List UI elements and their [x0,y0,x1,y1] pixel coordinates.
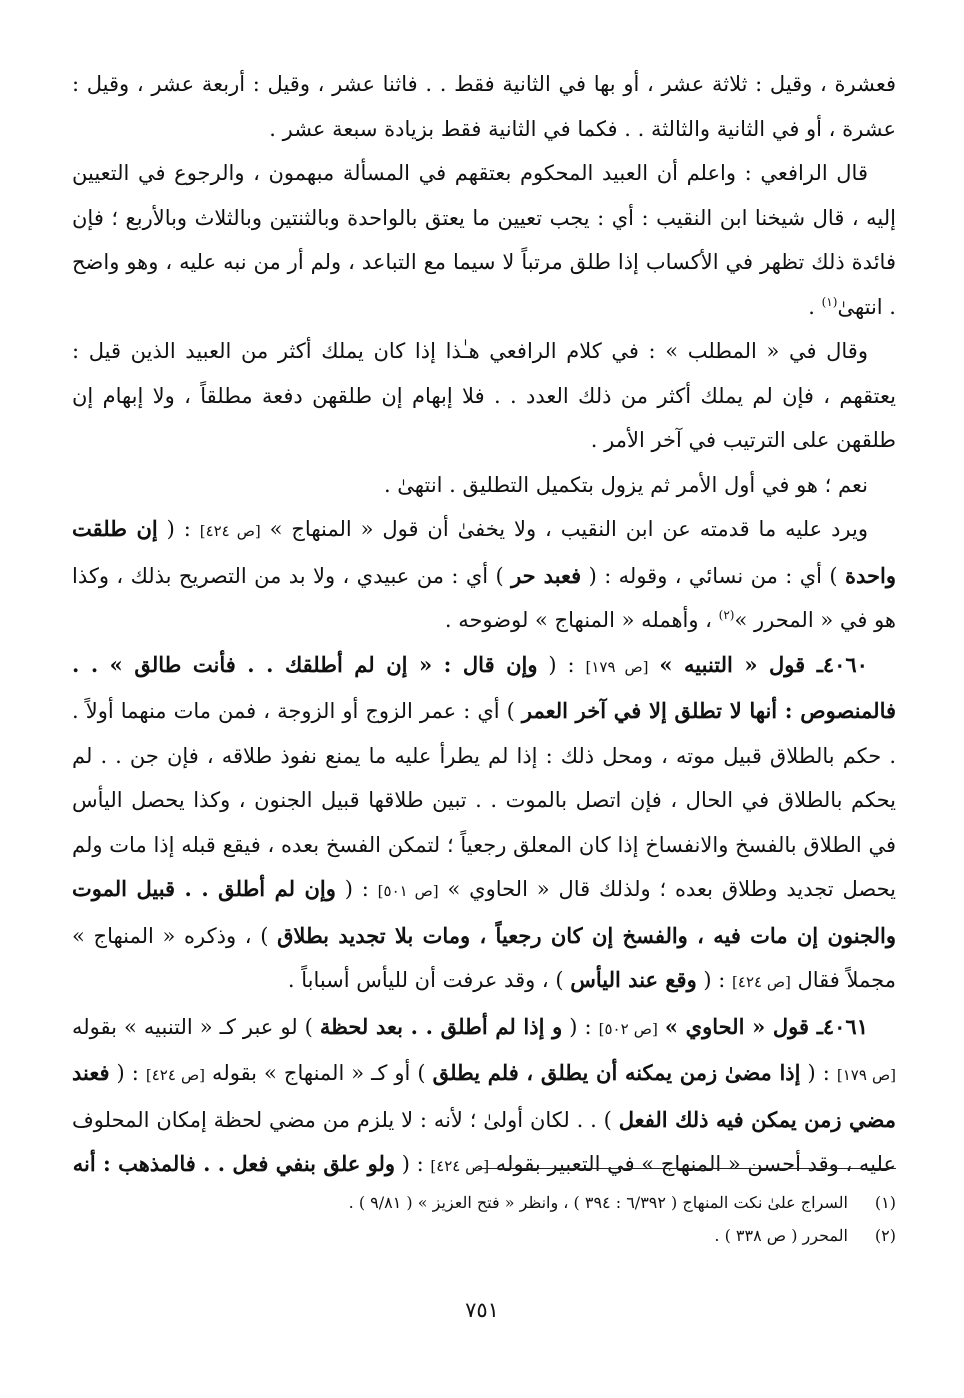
footnote-separator [478,1168,896,1169]
text-run: [ص ٤٢٤] [145,1066,206,1084]
text-run: [ص ٥٠١] [377,882,439,900]
bold-run: وإن قال : « إن لم أطلقك . . فأنت طالق » . . فالمنصوص : أنها لا تطلق إلا في آخر العمر [72,651,897,723]
paragraph [72,329,896,463]
bold-run: ولو علق بنفي فعل . . فالمذهب : أنه [72,1151,396,1176]
text-run: . [808,294,822,319]
main-text-body [72,62,896,1189]
bold-run: وقع عند اليأس [570,967,697,992]
text-run: قال الرافعي : واعلم أن العبيد المحكوم بعتقهم في المسألة مبهمون ، والرجوع في التعيين إليه ، قال شيخنا ابن النقيب : أي : يجب تعيين ما يعتق بالواحدة وبالثنتين وبالثلاث وبالأربع ؛ فإن فائدة ذلك تظهر في الأكساب إذا طلق مرتباً لا سيما مع التباعد ، ولم أر من نبه عليه ، وهو واضح . انتهىٰ [72,161,896,319]
text-run: : ( [157,517,200,541]
footnotes [72,1186,896,1252]
text-run: ) أي : عمر الزوج أو الزوجة ، فمن مات منهما أولاً . . حكم بالطلاق قبيل موته ، ومحل ذلك : إذا لم يطرأ عليه ما يمنع نفوذ طلاقه ، فإن جن . . لم يحكم بالطلاق في الحال ، فإن اتصل بالموت . . تبين طلاقها قبيل الجنون ، وكذا يحصل اليأس في الطلاق بالفسخ والانفساخ إذا كان المعلق رجعياً ؛ لتمكن الفسخ بعده ، فيقع قبله إذا مات ولم يحصل تجديد وطلاق بعده ؛ ولذلك قال « الحاوي » [72,699,896,901]
text-run: [ص ٤٢٤] [732,973,791,991]
text-run: [ص ٤٢٤] [430,1157,490,1175]
text-run: ) لو عبر كـ « التنبيه » بقوله [72,1014,320,1039]
text-run [648,653,659,677]
text-run: [ص ٤٢٤] [199,522,261,540]
footnote-ref: (٢) [718,608,735,622]
text-run: ) ، وقد عرفت أن لليأس أسباباً . [287,968,571,992]
text-run [658,1015,665,1039]
paragraph [72,151,896,329]
paragraph [72,643,896,1005]
paragraph [72,507,896,643]
bold-run: فعند مضي زمن يمكن فيه ذلك الفعل [72,1060,896,1132]
text-run: ، وأهمله « المنهاج » لوضوحه . [444,608,719,632]
text-run: فعشرة ، وقيل : ثلاثة عشر ، أو بها في الثانية فقط . . فاثنا عشر ، وقيل : أربعة عشر ، وقيل : عشرة ، أو في الثانية والثالثة . . فكما في الثانية فقط بزيادة سبعة عشر . [72,72,896,141]
footnote-text: المحرر ( ص ٣٣٨ ) . [714,1226,848,1245]
text-run: [ص ١٧٩] [836,1066,896,1084]
text-run: : ( [109,1061,146,1085]
bold-run: وإن لم أطلق . . قبيل الموت والجنون إن مات فيه ، والفسخ إن كان رجعياً ، ومات بلا تجديد بطلاق [72,876,896,948]
text-run: ) أي : من عبيدي ، ولا بد من التصريح بذلك ، وكذا هو في « المحرر » [72,563,896,632]
paragraph [72,1005,896,1189]
text-run: وقال في « المطلب » : في كلام الرافعي هـٰذا إذا كان يملك أكثر من العبيد الذين قيل : يعتقهم ، فإن لم يملك أكثر من ذلك العدد . . فلا إبهام إن طلقهن دفعة مطلقاً ، ولا إبهام إن طلقهن على الترتيب في آخر الأمر . [72,339,896,452]
footnote-number: (١) [874,1193,896,1212]
bold-run: و إذا لم أطلق . . بعد لحظة [319,1013,563,1039]
text-run: : ( [395,1152,431,1176]
text-run: : ( [537,652,586,677]
text-run: ) أي : من نسائي ، وقوله : ( [581,563,845,588]
bold-run: إذا مضىٰ زمن يمكنه أن يطلق ، فلم يطلق [432,1060,801,1085]
footnote-ref: (١) [821,294,838,309]
paragraph [72,463,896,508]
text-run: : ( [335,877,378,901]
text-run: ) ، وذكره « المنهاج » مجملاً فقال [72,923,896,992]
bold-run: إن طلقت واحدة [72,516,896,588]
bold-run: فعبد حر [511,562,582,588]
text-run: : ( [696,968,733,992]
paragraph [72,62,896,151]
page-number: ٧٥١ [465,1298,499,1322]
text-run: [ص ٥٠٢] [598,1019,658,1038]
text-run: نعم ؛ هو في أول الأمر ثم يزول بتكميل التطليق . انتهىٰ . [383,472,868,497]
text-run: ويرد عليه ما قدمته عن ابن النقيب ، ولا يخفىٰ أن قول « المنهاج » [260,517,868,541]
text-run: : ( [562,1014,599,1039]
footnote-number: (٢) [874,1226,896,1245]
text-run: : ( [800,1061,837,1085]
text-run: ) . . لكان أولىٰ ؛ لأنه : لا يلزم من مضي لحظة إمكان المحلوف عليه ، وقد أحسن « المنهاج » في التعبير بقوله [72,1107,896,1176]
footnote [72,1219,896,1252]
text-run: ) أو كـ « المنهاج » بقوله [205,1061,433,1085]
bold-run: ٤٠٦١ـ قول « الحاوي » [664,1013,868,1039]
bold-run: ٤٠٦٠ـ قول « التنبيه » [659,651,868,677]
text-run: [ص ١٧٩] [585,657,649,676]
footnote-text: السراج علىٰ نكت المنهاج ( ٦/٣٩٢ : ٣٩٤ ) ، وانظر « فتح العزيز » ( ٩/٨١ ) . [348,1193,848,1212]
footnote [72,1186,896,1219]
